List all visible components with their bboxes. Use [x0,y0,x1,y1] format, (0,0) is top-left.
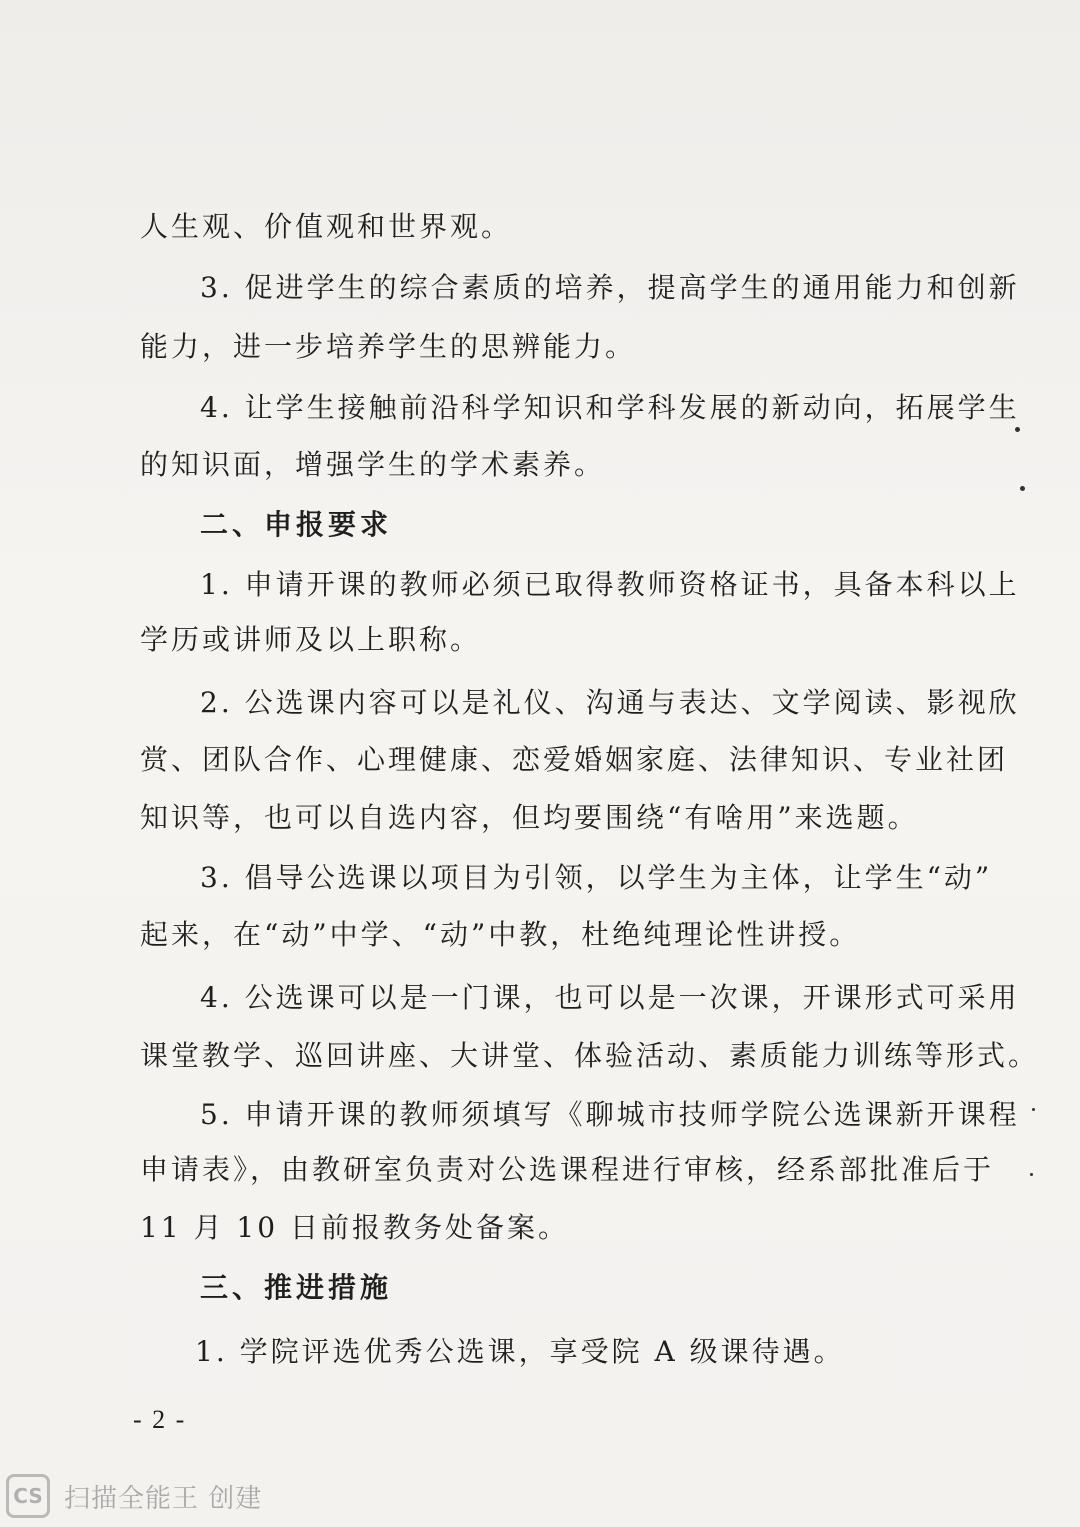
body-line: 起来，在“动”中学、“动”中教，杜绝纯理论性讲授。 [140,918,861,951]
body-line: 11 月 10 日前报教务处备案。 [140,1211,569,1244]
body-line: 4. 公选课可以是一门课，也可以是一次课，开课形式可采用 [200,981,1020,1014]
body-line: 知识等，也可以自选内容，但均要围绕“有啥用”来选题。 [140,801,919,834]
scanner-watermark [0,1465,1080,1527]
scan-speck [1032,1108,1035,1111]
body-line: 申请表》，由教研室负责对公选课程进行审核，经系部批准后于 [140,1153,995,1186]
scan-speck [1015,427,1020,432]
watermark-text: 扫描全能王 创建 [64,1483,263,1514]
camscanner-logo-icon: CS [6,1474,50,1518]
section-heading: 二、申报要求 [200,508,393,541]
body-line: 5. 申请开课的教师须填写《聊城市技师学院公选课新开课程 [200,1098,1020,1131]
body-line: 人生观、价值观和世界观。 [140,210,513,243]
body-line: 课堂教学、巡回讲座、大讲堂、体验活动、素质能力训练等形式。 [140,1039,1040,1072]
scan-speck [1020,486,1025,491]
body-line: 学历或讲师及以上职称。 [140,623,482,656]
body-line: 3. 倡导公选课以项目为引领，以学生为主体，让学生“动” [200,861,993,894]
body-line: 2. 公选课内容可以是礼仪、沟通与表达、文学阅读、影视欣 [200,686,1020,719]
body-line: 3. 促进学生的综合素质的培养，提高学生的通用能力和创新 [200,271,1020,304]
body-line: 1. 学院评选优秀公选课，享受院 A 级课待遇。 [195,1335,845,1368]
body-line: 赏、团队合作、心理健康、恋爱婚姻家庭、法律知识、专业社团 [140,743,1009,776]
section-heading: 三、推进措施 [200,1271,393,1304]
body-line: 的知识面，增强学生的学术素养。 [140,448,606,481]
scan-speck [1030,1173,1033,1176]
page-number: - 2 - [133,1405,187,1434]
body-line: 能力，进一步培养学生的思辨能力。 [140,330,637,363]
body-line: 4. 让学生接触前沿科学知识和学科发展的新动向，拓展学生 [200,391,1020,424]
body-line: 1. 申请开课的教师必须已取得教师资格证书，具备本科以上 [200,568,1020,601]
